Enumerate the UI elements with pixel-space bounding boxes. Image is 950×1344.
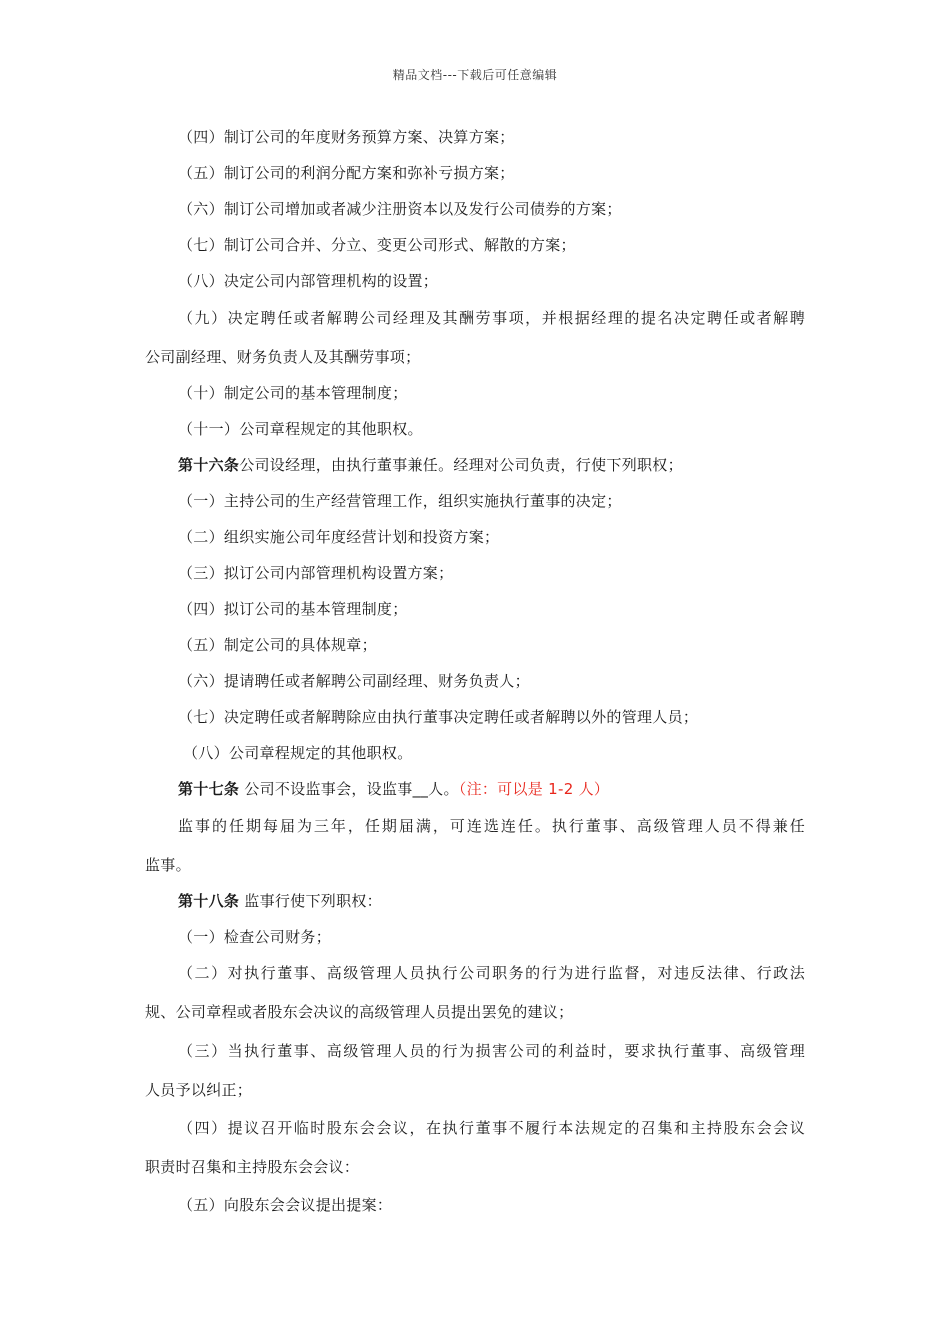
list-item-continuation: 人员予以纠正； (145, 1081, 253, 1099)
article-17-text: 公司不设监事会，设监事__人。 (239, 780, 459, 798)
list-item: （一）检查公司财务； (178, 928, 332, 946)
list-item: （三）当执行董事、高级管理人员的行为损害公司的利益时，要求执行董事、高级管理 (178, 1042, 805, 1060)
article-17 (178, 778, 609, 800)
paragraph-continuation: 监事。 (145, 856, 191, 874)
list-item: （七）决定聘任或者解聘除应由执行董事决定聘任或者解聘以外的管理人员； (178, 708, 699, 726)
list-item: （五）制订公司的利润分配方案和弥补亏损方案； (178, 164, 515, 182)
article-18 (178, 890, 382, 912)
list-item: （二）对执行董事、高级管理人员执行公司职务的行为进行监督，对违反法律、行政法 (178, 964, 805, 982)
list-item: （九）决定聘任或者解聘公司经理及其酬劳事项，并根据经理的提名决定聘任或者解聘 (178, 309, 805, 327)
list-item: （三）拟订公司内部管理机构设置方案； (178, 564, 454, 582)
list-item: （四）制订公司的年度财务预算方案、决算方案； (178, 128, 515, 146)
article-18-title: 第十八条 (178, 892, 240, 910)
list-item: （七）制订公司合并、分立、变更公司形式、解散的方案； (178, 236, 576, 254)
article-16-title: 第十六条 (178, 456, 240, 474)
list-item: （一）主持公司的生产经营管理工作，组织实施执行董事的决定； (178, 492, 622, 510)
list-item: （八）决定公司内部管理机构的设置； (178, 272, 439, 290)
list-item: （五）向股东会会议提出提案： (178, 1196, 393, 1214)
article-17-note: （注：可以是 1-2 人） (458, 780, 610, 798)
list-item: （二）组织实施公司年度经营计划和投资方案； (178, 528, 500, 546)
page-header: 精品文档---下载后可任意编辑 (392, 68, 558, 82)
list-item-continuation: 公司副经理、财务负责人及其酬劳事项； (145, 348, 421, 366)
list-item: （四）提议召开临时股东会会议，在执行董事不履行本法规定的召集和主持股东会会议 (178, 1119, 805, 1137)
list-item: （八）公司章程规定的其他职权。 (183, 744, 413, 762)
list-item: （十）制定公司的基本管理制度； (178, 384, 408, 402)
article-18-text: 监事行使下列职权： (239, 892, 382, 910)
list-item-continuation: 职责时召集和主持股东会会议： (145, 1158, 360, 1176)
list-item: （六）提请聘任或者解聘公司副经理、财务负责人； (178, 672, 530, 690)
list-item: （十一）公司章程规定的其他职权。 (178, 420, 423, 438)
article-16-text: 公司设经理，由执行董事兼任。经理对公司负责，行使下列职权； (239, 456, 683, 474)
list-item: （四）拟订公司的基本管理制度； (178, 600, 408, 618)
list-item-continuation: 规、公司章程或者股东会决议的高级管理人员提出罢免的建议； (145, 1003, 574, 1021)
article-17-title: 第十七条 (178, 780, 240, 798)
paragraph: 监事的任期每届为三年，任期届满，可连选连任。执行董事、高级管理人员不得兼任 (178, 817, 805, 835)
list-item: （六）制订公司增加或者减少注册资本以及发行公司债券的方案； (178, 200, 622, 218)
list-item: （五）制定公司的具体规章； (178, 636, 377, 654)
article-16 (178, 454, 683, 476)
